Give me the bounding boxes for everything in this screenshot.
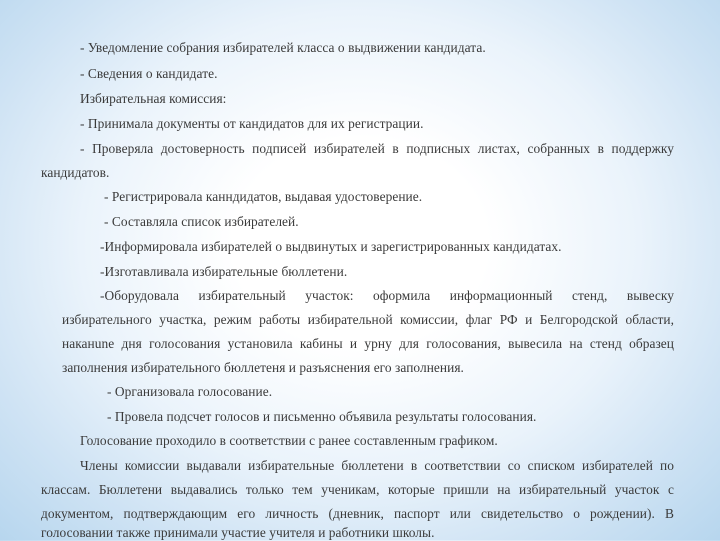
text-line: Голосование проходило в соответствии с ранее составленным графиком. xyxy=(80,433,498,448)
text-line: - Регистрировала канндидатов, выдавая удостоверение. xyxy=(104,189,423,204)
text-line: кандидатов. xyxy=(41,165,110,180)
text-line: документом, подтверждающим его личность (дневник, паспорт или свидетельство о рождении). В xyxy=(41,506,674,521)
text-line: - Провела подсчет голосов и письменно объявила результаты голосования. xyxy=(107,409,537,424)
text-line: - Проверяла достоверность подписей избирателей в подписных листах, собранных в поддержку xyxy=(80,141,674,156)
text-line: Члены комиссии выдавали избирательные бюллетени в соответствии со списком избирателей по xyxy=(80,458,674,473)
text-line: избирательного участка, режим работы избирательной комиссии, флаг РФ и Белгородской области, xyxy=(62,312,674,327)
text-line: -Информировала избирателей о выдвинутых и зарегистрированных кандидатах. xyxy=(100,239,562,254)
text-line: голосовании также принимали участие учителя и работники школы. xyxy=(41,525,435,540)
text-line: классам. Бюллетени выдавались только тем ученикам, которые пришли на избирательный участок с xyxy=(41,482,674,497)
text-line: - Принимала документы от кандидатов для их регистрации. xyxy=(80,116,424,131)
text-line: - Сведения о кандидате. xyxy=(80,66,218,81)
text-line: - Уведомление собрания избирателей класса о выдвижении кандидата. xyxy=(80,40,486,55)
text-line: -Оборудовала избирательный участок: оформила информационный стенд, вывеску xyxy=(100,288,674,303)
text-line: заполнения избирательного бюллетеня и разъяснения его заполнения. xyxy=(62,360,464,375)
text-line: -Изготавливала избирательные бюллетени. xyxy=(100,264,348,279)
text-line: - Организовала голосование. xyxy=(107,384,273,399)
text-line: Избирательная комиссия: xyxy=(80,91,227,106)
text-line: наканune дня голосования установила кабины и урну для голосования, вывесила на стенд образец xyxy=(62,336,674,351)
text-line: - Составляла список избирателей. xyxy=(104,214,299,229)
